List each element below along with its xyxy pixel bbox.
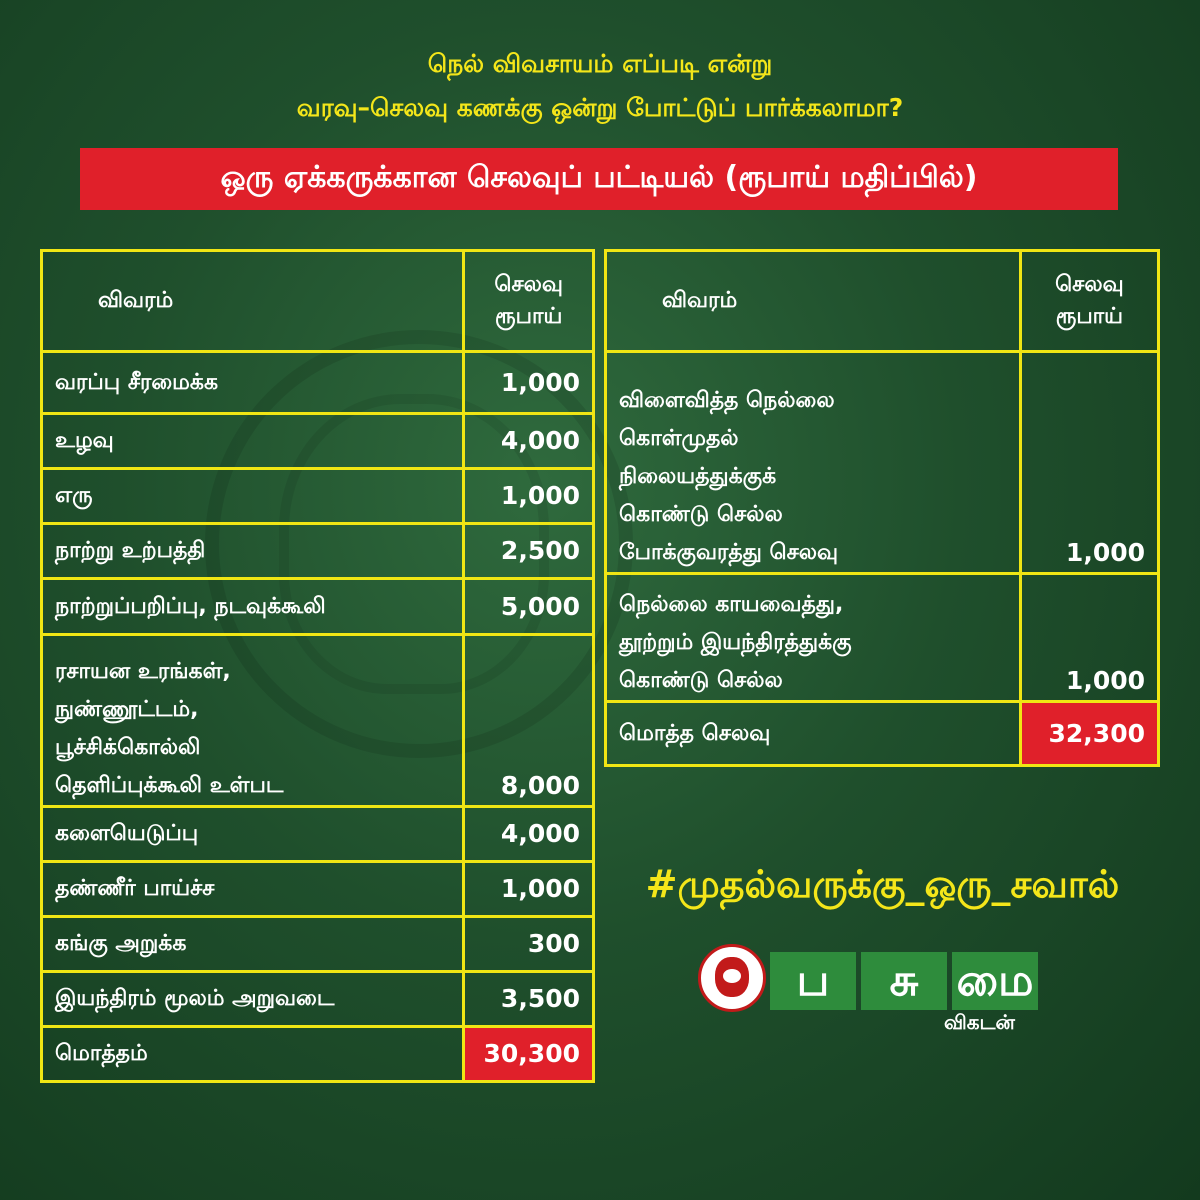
table-row <box>42 972 594 1027</box>
row-description: வரப்பு சீரமைக்க <box>42 352 464 414</box>
header-amount-line-2: ரூபாய் <box>1055 304 1124 329</box>
row-description-line-4: தெளிப்புக்கூலி உள்பட <box>55 773 284 798</box>
logo-letter-1: ப <box>770 952 856 1010</box>
table-row <box>42 579 594 635</box>
table-row <box>42 524 594 579</box>
header-amount <box>1020 251 1158 352</box>
headline-line-2: வரவு–செலவு கணக்கு ஒன்று போட்டுப் பார்க்கலாமா? <box>296 93 904 122</box>
row-description-line-2: தூற்றும் இயந்திரத்துக்கு <box>619 630 852 655</box>
row-description-line-3: கொண்டு செல்ல <box>619 668 783 693</box>
row-description <box>606 574 1021 702</box>
row-amount: 1,000 <box>464 469 594 524</box>
row-description: நாற்று உற்பத்தி <box>42 524 464 579</box>
row-description: எரு <box>42 469 464 524</box>
row-description: தண்ணீர் பாய்ச்ச <box>42 862 464 917</box>
table-row <box>42 469 594 524</box>
table-row <box>42 862 594 917</box>
row-amount: 1,000 <box>464 862 594 917</box>
row-description-line-1: நெல்லை காயவைத்து, <box>619 592 844 617</box>
table-header-row <box>42 251 594 352</box>
pasumai-vikatan-logo <box>698 944 1058 1044</box>
row-amount: 1,000 <box>1020 352 1158 574</box>
total-amount: 30,300 <box>464 1027 594 1082</box>
row-description-line-3: நிலையத்துக்குக் <box>619 464 777 489</box>
row-amount: 1,000 <box>1020 574 1158 702</box>
row-amount: 3,500 <box>464 972 594 1027</box>
row-description: உழவு <box>42 414 464 469</box>
right-cost-table <box>604 249 1160 767</box>
total-label: மொத்த செலவு <box>606 702 1021 766</box>
title-banner: ஒரு ஏக்கருக்கான செலவுப் பட்டியல் (ரூபாய் மதிப்பில்) <box>80 148 1118 210</box>
total-label: மொத்தம் <box>42 1027 464 1082</box>
row-description <box>606 352 1021 574</box>
row-amount: 2,500 <box>464 524 594 579</box>
table-row <box>606 352 1159 574</box>
logo-subtitle: விகடன் <box>944 1010 1015 1034</box>
table-header-row <box>606 251 1159 352</box>
table-row <box>42 352 594 414</box>
header-amount-line-1: செலவு <box>1055 272 1124 297</box>
row-description-line-3: பூச்சிக்கொல்லி <box>55 735 201 760</box>
table-row <box>42 807 594 862</box>
row-description <box>42 635 464 807</box>
row-amount: 5,000 <box>464 579 594 635</box>
row-description-line-5: போக்குவரத்து செலவு <box>619 540 839 565</box>
table-total-row <box>606 702 1159 766</box>
row-description-line-2: கொள்முதல் <box>619 426 739 451</box>
logo-letter-2: சு <box>861 952 947 1010</box>
left-cost-table <box>40 249 595 1083</box>
table-row <box>42 917 594 972</box>
row-amount: 300 <box>464 917 594 972</box>
row-amount: 8,000 <box>464 635 594 807</box>
row-description: கங்கு அறுக்க <box>42 917 464 972</box>
row-description: நாற்றுப்பறிப்பு, நடவுக்கூலி <box>42 579 464 635</box>
header-description: விவரம் <box>42 251 464 352</box>
header-amount-line-2: ரூபாய் <box>494 304 563 329</box>
row-amount: 4,000 <box>464 414 594 469</box>
mascot-face-icon <box>698 944 766 1012</box>
row-description: இயந்திரம் மூலம் அறுவடை <box>42 972 464 1027</box>
row-description: களையெடுப்பு <box>42 807 464 862</box>
table-total-row <box>42 1027 594 1082</box>
header-amount-line-1: செலவு <box>494 272 563 297</box>
header-amount <box>464 251 594 352</box>
row-description-line-1: விளைவித்த நெல்லை <box>619 388 835 413</box>
table-row <box>42 635 594 807</box>
row-description-line-1: ரசாயன உரங்கள், <box>55 659 231 684</box>
table-row <box>42 414 594 469</box>
logo-letter-3: மை <box>952 952 1038 1010</box>
header-description: விவரம் <box>606 251 1021 352</box>
headline-line-1: நெல் விவசாயம் எப்படி என்று <box>427 49 773 78</box>
total-amount: 32,300 <box>1020 702 1158 766</box>
row-amount: 4,000 <box>464 807 594 862</box>
row-description-line-4: கொண்டு செல்ல <box>619 502 783 527</box>
hashtag: #முதல்வருக்கு_ஒரு_சவால் <box>645 862 1120 906</box>
table-row <box>606 574 1159 702</box>
row-amount: 1,000 <box>464 352 594 414</box>
row-description-line-2: நுண்ணூட்டம், <box>55 697 199 722</box>
